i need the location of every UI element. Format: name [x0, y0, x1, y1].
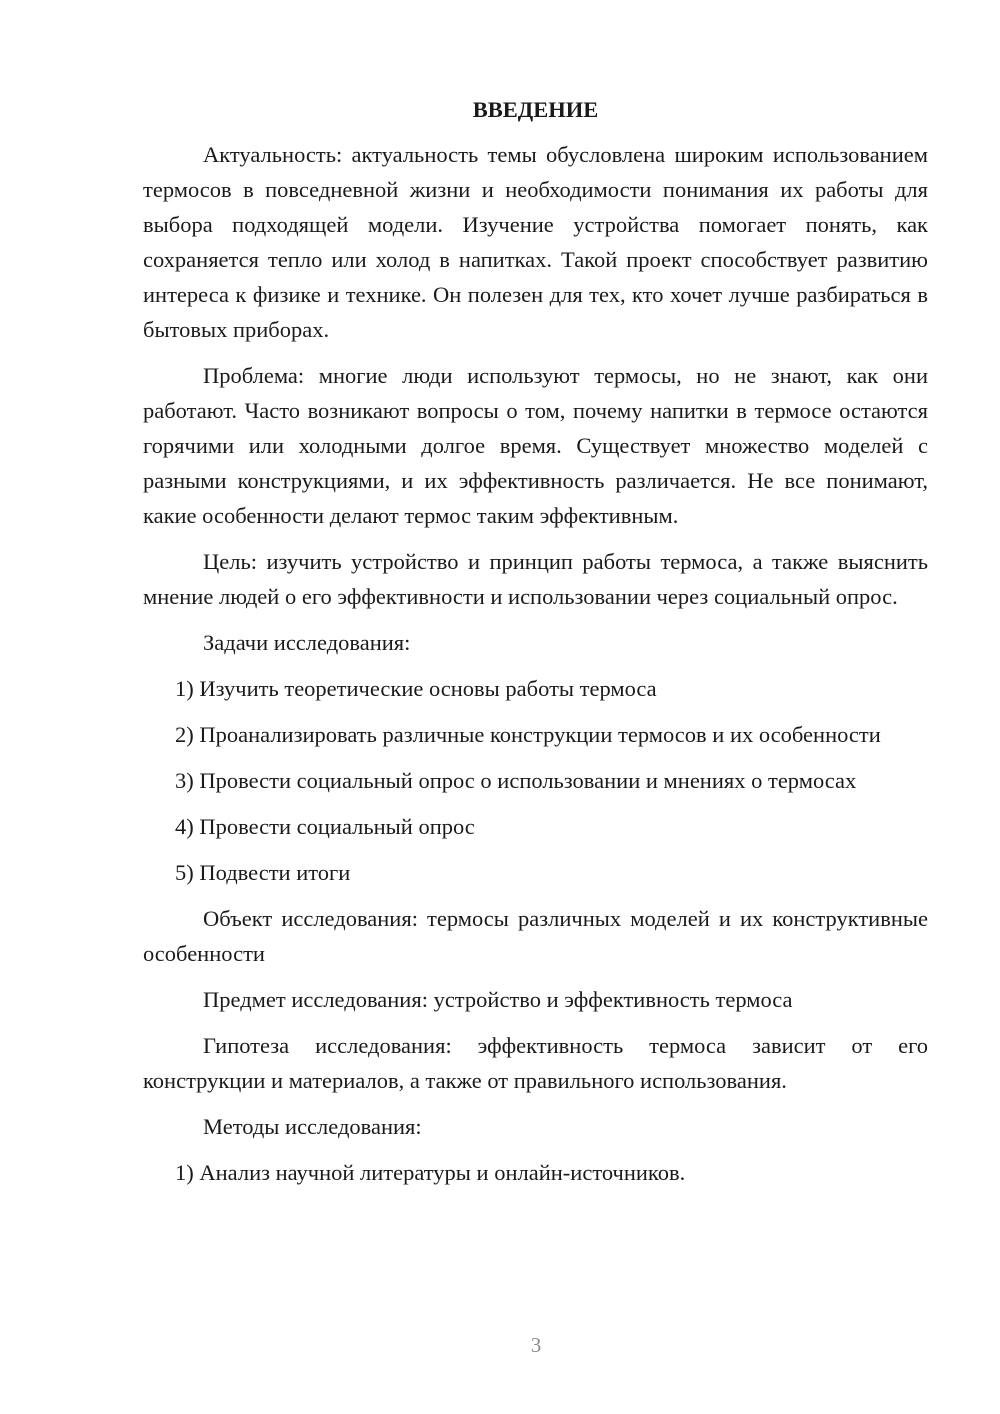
hypothesis-paragraph: Гипотеза исследования: эффективность термоса зависит от его конструкции и материалов, а также от правильного использования. [143, 1033, 928, 1093]
subject-paragraph: Предмет исследования: устройство и эффективность термоса [203, 987, 793, 1012]
task-item-3: 3) Провести социальный опрос о использовании и мнениях о термосах [175, 768, 857, 793]
section-heading: ВВЕДЕНИЕ [472, 97, 599, 122]
object-paragraph: Объект исследования: термосы различных моделей и их конструктивные особенности [143, 906, 928, 966]
methods-title: Методы исследования: [203, 1114, 422, 1139]
task-item-1: 1) Изучить теоретические основы работы термоса [175, 676, 657, 701]
method-item-1: 1) Анализ научной литературы и онлайн-источников. [175, 1160, 686, 1185]
task-item-2: 2) Проанализировать различные конструкции термосов и их особенности [175, 722, 881, 747]
tasks-title: Задачи исследования: [203, 630, 411, 655]
relevance-paragraph: Актуальность: актуальность темы обусловлена широким использованием термосов в повседневной жизни и необходимости понимания их работы для выбора подходящей модели. Изучение устройства помогает понять, как сохраняется тепло или холод в напитках. Такой проект способствует развитию интереса к физике и технике. Он полезен для тех, кто хочет лучше разбираться в бытовых приборах. [143, 142, 928, 342]
task-item-5: 5) Подвести итоги [175, 860, 351, 885]
goal-paragraph: Цель: изучить устройство и принцип работы термоса, а также выяснить мнение людей о его эффективности и использовании через социальный опрос. [143, 549, 928, 609]
page-number: 3 [530, 1333, 542, 1357]
page-content [143, 95, 928, 1201]
problem-paragraph: Проблема: многие люди используют термосы, но не знают, как они работают. Часто возникают вопросы о том, почему напитки в термосе остаются горячими или холодными долгое время. Существует множество моделей с разными конструкциями, и их эффективность различается. Не все понимают, какие особенности делают термос таким эффективным. [143, 363, 928, 528]
task-item-4: 4) Провести социальный опрос [175, 814, 475, 839]
